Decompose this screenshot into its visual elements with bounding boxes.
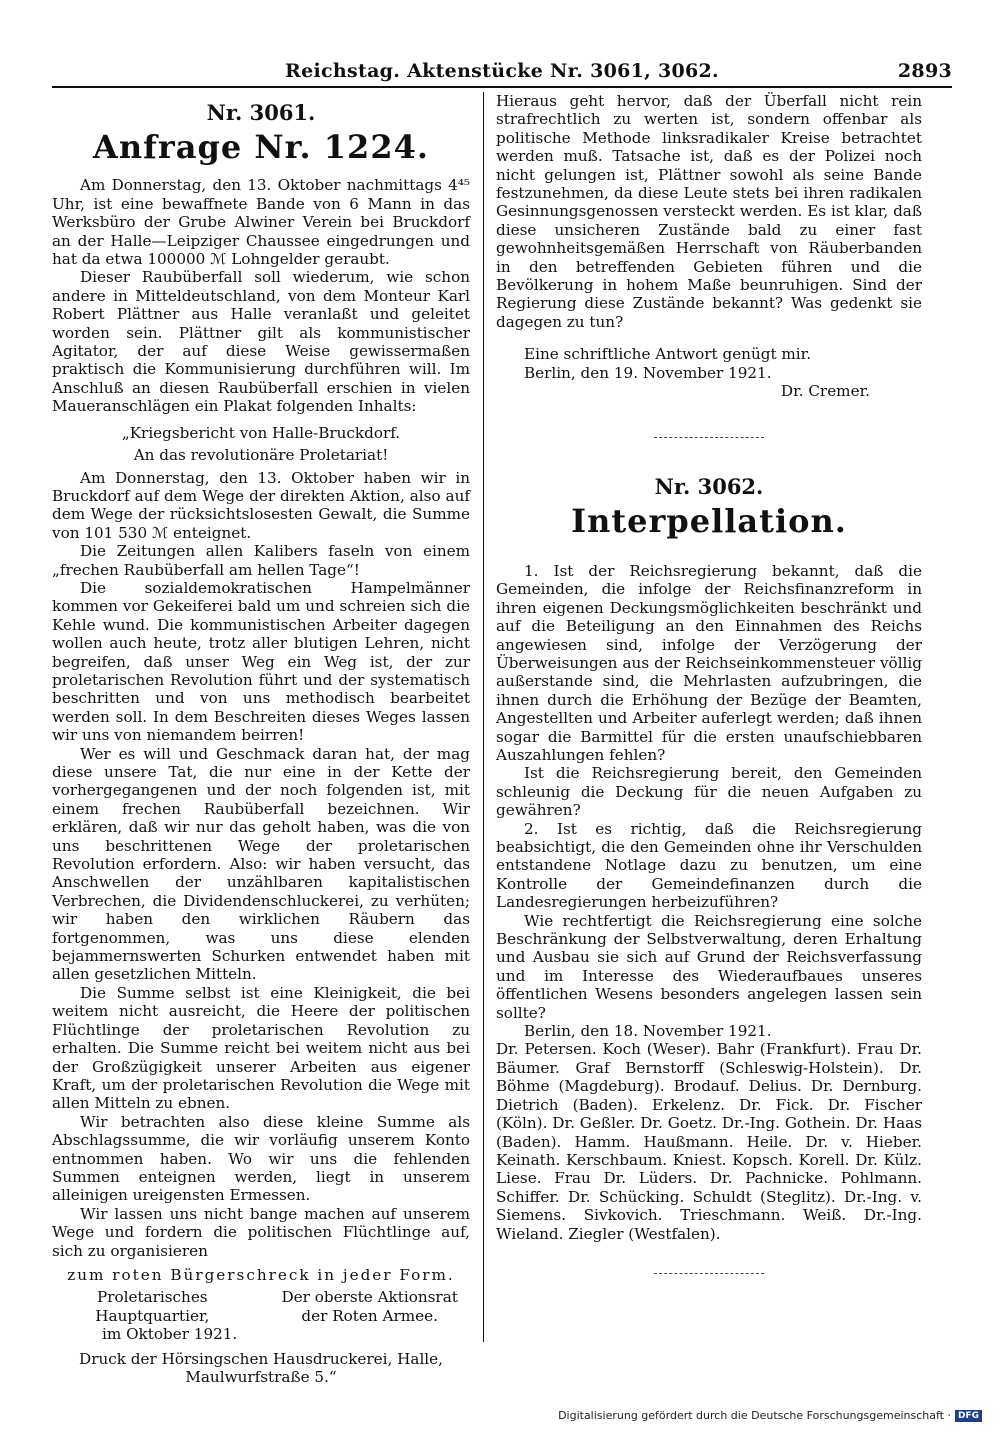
paragraph: Eine schriftliche Antwort genügt mir. xyxy=(524,345,812,364)
digitization-footer xyxy=(558,1409,982,1422)
signature-right: Der oberste Aktionsrat der Roten Armee. xyxy=(281,1288,458,1325)
document-heading: Anfrage Nr. 1224. xyxy=(93,128,429,167)
paragraph: Wer es will und Geschmack daran hat, der mag diese unsere Tat, die nur eine in der Kette der vorhergegangenen und der noch folgenden ist, mit einem frechen Raubüberfall bezeichnen. Wir erklären, daß wir nur das geholt haben, was die von uns beschrittenen Wege der proletarischen Revolution erfordern. Also: wir haben versucht, das Anschwellen der unzählbaren kapitalistischen Verbrechen, die Dividendenschluckerei, zu verhüten; wir haben den wirklichen Räubern das fortgenommen, was uns diese elenden bejammernswerten Schurken entwendet haben mit allen gesetzlichen Mitteln. xyxy=(52,744,470,984)
document-number: Nr. 3062. xyxy=(654,473,764,499)
signature-left: Proletarisches Hauptquartier, xyxy=(95,1288,210,1325)
paragraph: Die sozialdemokratischen Hampelmänner kommen vor Gekeiferei bald um und schreien sich die Kehle wund. Die kommunistischen Arbeiter dagegen wollen auch heute, trotz aller blutigen Lehren, nicht begreifen, daß unser Weg ein Weg ist, der zur proletarischen Revolution führt und der systematisch beschritten und von uns methodisch bearbeitet werden soll. In dem Beschreiten dieses Weges lassen wir uns von niemandem beirren! xyxy=(52,578,470,745)
paragraph: Wir lassen uns nicht bange machen auf unserem Wege und fordern die politischen Flüchtlinge auf, sich zu organisieren xyxy=(52,1204,470,1260)
paragraph: Am Donnerstag, den 13. Oktober haben wir in Bruckdorf auf dem Wege der direkten Aktion, also auf dem Wege der rücksichtslosesten Gewalt, die Summe von 101 530 ℳ enteignet. xyxy=(52,468,470,542)
paragraph: Die Zeitungen allen Kalibers faseln von einem „frechen Raubüberfall am hellen Tage“! xyxy=(52,542,470,579)
running-header xyxy=(52,58,952,84)
section-divider xyxy=(654,1273,764,1274)
header-rule xyxy=(52,86,952,88)
signers-list: Dr. Petersen. Koch (Weser). Bahr (Frankfurt). Frau Dr. Bäumer. Graf Bernstorff (Schleswig-Holstein). Dr. Böhme (Magdeburg). Brodauf. Delius. Dr. Dernburg. Dietrich (Baden). Erkelenz. Dr. Fick. Dr. Fischer (Köln). Dr. Geßler. Dr. Goetz. Dr.-Ing. Gothein. Dr. Haas (Baden). Hamm. Haußmann. Heile. Dr. v. Hieber. Keinath. Kerschbaum. Kniest. Kopsch. Korell. Dr. Külz. Liese. Frau Dr. Lüders. Dr. Pachnicke. Pohlmann. Schiffer. Dr. Schücking. Schuldt (Steglitz). Dr.-Ing. v. Siemens. Sivkovich. Trieschmann. Weiß. Dr.-Ing. Wieland. Ziegler (Westfalen). xyxy=(496,1040,922,1243)
document-number: Nr. 3061. xyxy=(206,100,316,125)
paragraph: Hieraus geht hervor, daß der Überfall nicht rein strafrechtlich zu werten ist, sondern offenbar als politische Methode linksradikaler Kreise betrachtet werden muß. Tatsache ist, daß es der Polizei noch nicht gelungen ist, Plättner sowohl als seine Bande festzunehmen, da diese Leute stets bei ihren radikalen Gesinnungsgenossen versteckt werden. Es ist klar, daß diese unsicheren Zustände bald zu einer fast gewohnheitsgemäßen Herrschaft von Räuberbanden in den betreffenden Gebieten führen und die Bevölkerung in hohem Maße beunruhigen. Sind der Regierung diese Zustände bekannt? Was gedenkt sie dagegen zu tun? xyxy=(496,92,922,331)
column-divider xyxy=(483,92,484,1342)
paragraph: Wir betrachten also diese kleine Summe als Abschlagssumme, die wir vorläufig unserem Konto entnommen haben. Wo wir uns die fehlenden Summen enteignen werden, liegt in unserem alleinigen ureigensten Ermessen. xyxy=(52,1112,470,1205)
paragraph: Ist die Reichsregierung bereit, den Gemeinden schleunig die Deckung für die neuen Aufgaben zu gewähren? xyxy=(496,764,922,820)
paragraph: Die Summe selbst ist eine Kleinigkeit, die bei weitem nicht ausreicht, die Heere der politischen Flüchtlinge der proletarischen Revolution zu erhalten. Die Summe reicht bei weitem nicht aus bei der Großzügigkeit unserer Arbeiten aus eigener Kraft, um der proletarischen Revolution die Wege mit allen Mitteln zu ebnen. xyxy=(52,983,470,1113)
quote-subtitle: An das revolutionäre Proletariat! xyxy=(133,446,389,465)
right-column xyxy=(496,92,922,1314)
page-number: 2893 xyxy=(897,60,952,82)
printer-note: Druck der Hörsingschen Hausdruckerei, Halle, Maulwurfstraße 5.“ xyxy=(79,1349,443,1386)
paragraph: 2. Ist es richtig, daß die Reichsregierung beabsichtigt, die den Gemeinden ohne ihr Verschulden entstandene Notlage dazu zu benutzen, um eine Kontrolle der Gemeindefinanzen durch die Landesregierungen herbeizuführen? xyxy=(496,819,922,912)
date-line: Berlin, den 19. November 1921. xyxy=(524,363,772,382)
paragraph: Wie rechtfertigt die Reichsregierung eine solche Beschränkung der Selbstverwaltung, deren Erhaltung und Ausbau sie sich auf Grund der Reichsverfassung und im Interesse des Wiederaufbaues unseres öffentlichen Wesens besonders angelegen lassen sein sollte? xyxy=(496,911,922,1022)
left-column xyxy=(52,92,470,1386)
date-line: Berlin, den 18. November 1921. xyxy=(524,1022,772,1041)
header-title: Reichstag. Aktenstücke Nr. 3061, 3062. xyxy=(285,60,719,82)
paragraph: Dieser Raubüberfall soll wiederum, wie schon andere in Mitteldeutschland, von dem Monteur Karl Robert Plättner aus Halle veranlaßt und geleitet worden sein. Plättner gilt als kommunistischer Agitator, der auf diese Weise gewissermaßen praktisch die Kommunisierung durchführen will. Im Anschluß an diesen Raubüberfall erschien in vielen Maueranschlägen ein Plakat folgenden Inhalts: xyxy=(52,268,470,416)
signature: Dr. Cremer. xyxy=(780,382,870,401)
section-divider xyxy=(654,437,764,438)
dfg-logo-icon: DFG xyxy=(955,1410,982,1422)
poster-date: im Oktober 1921. xyxy=(102,1325,238,1344)
footer-text: Digitalisierung gefördert durch die Deutsche Forschungsgemeinschaft · xyxy=(558,1409,951,1422)
quote-title: „Kriegsbericht von Halle-Bruckdorf. xyxy=(121,423,401,442)
document-heading: Interpellation. xyxy=(571,501,847,540)
paragraph: 1. Ist der Reichsregierung bekannt, daß die Gemeinden, die infolge der Reichsfinanzreform in ihren eigenen Deckungsmöglichkeiten beschränkt und auf die Beteiligung an den Einnahmen des Reichs angewiesen sind, infolge der Verzögerung der Überweisungen aus der Reichseinkommensteuer völlig außerstande sind, die Mehrlasten aufzubringen, die ihnen durch die Erhöhung der Bezüge der Beamten, Angestellten und Arbeiter auferlegt werden; daß ihnen sogar die Barmittel für die ersten unaufschiebbaren Auszahlungen fehlen? xyxy=(496,561,922,764)
poster-signature xyxy=(52,1288,470,1325)
slogan: zum roten Bürgerschreck in jeder Form. xyxy=(67,1265,455,1284)
paragraph: Am Donnerstag, den 13. Oktober nachmittags 4⁴⁵ Uhr, ist eine bewaffnete Bande von 6 Mann in das Werksbüro der Grube Alwiner Verein bei Bruckdorf an der Halle—Leipziger Chaussee eingedrungen und hat da etwa 100000 ℳ Lohngelder geraubt. xyxy=(52,176,470,269)
